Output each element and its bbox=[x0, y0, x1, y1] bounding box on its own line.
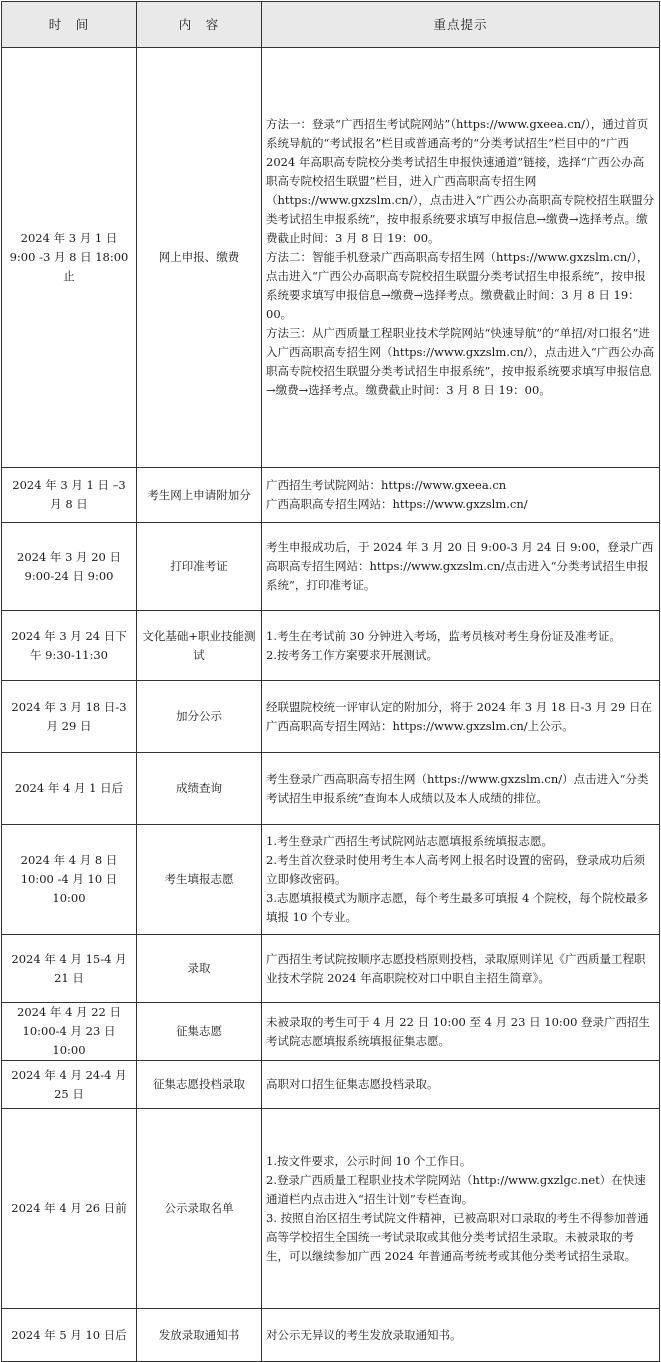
table-row bbox=[2, 523, 660, 611]
tip-line: 2.考生首次登录时使用考生本人高考网上报名时设置的密码，登录成功后须立即修改密码。 bbox=[266, 853, 645, 886]
content-cell: 征集志愿 bbox=[137, 1003, 262, 1061]
tip-line: 广西高职高专招生网站：https://www.gxzslm.cn/ bbox=[266, 497, 528, 511]
tips-cell bbox=[262, 48, 660, 468]
tip-line: 高职对口招生征集志愿投档录取。 bbox=[266, 1077, 439, 1091]
table-row bbox=[2, 935, 660, 1003]
tip-line: 经联盟院校统一评审认定的附加分，将于 2024 年 3 月 18 日-3 月 29 日在广西高职高专招生网站：https://www.gxzslm.cn/上公示。 bbox=[266, 699, 652, 733]
time-cell: 2024 年 3 月 18 日-3 月 29 日 bbox=[2, 681, 137, 753]
tip-line: 广西招生考试院网站：https://www.gxeea.cn bbox=[266, 478, 507, 492]
table-row bbox=[2, 825, 660, 935]
table-row bbox=[2, 611, 660, 681]
tip-line: 3. 按照自治区招生考试院文件精神，已被高职对口录取的考生不得参加普通高等学校招生全国统一考试录取或其他分类考试招生录取。未被录取的考生，可以继续参加广西 2024 年普通高考统考或其他分类考试招生录取。 bbox=[266, 1210, 649, 1263]
tips-cell bbox=[262, 1003, 660, 1061]
time-cell: 2024 年 4 月 8 日 10:00 -4 月 10 日 10:00 bbox=[2, 825, 137, 935]
tips-cell bbox=[262, 1061, 660, 1109]
tip-line: 2.登录广西质量工程职业技术学院网站（http://www.gxzlgc.net）在快速通道栏内点击进入“招生计划”专栏查询。 bbox=[266, 1172, 646, 1206]
content-cell: 发放录取通知书 bbox=[137, 1309, 262, 1362]
header-time: 时 间 bbox=[2, 2, 137, 48]
header-content: 内 容 bbox=[137, 2, 262, 48]
table-row bbox=[2, 48, 660, 468]
tip-line: 未被录取的考生可于 4 月 22 日 10:00 至 4 月 23 日 10:00 登录广西招生考试院志愿填报系统填报征集志愿。 bbox=[266, 1014, 651, 1048]
table-row bbox=[2, 1309, 660, 1362]
content-cell: 考生填报志愿 bbox=[137, 825, 262, 935]
tip-line: 3.志愿填报模式为顺序志愿，每个考生最多可填报 4 个院校，每个院校最多填报 10 个专业。 bbox=[266, 891, 649, 924]
content-cell: 打印准考证 bbox=[137, 523, 262, 611]
tip-line: 2.按考务工作方案要求开展测试。 bbox=[266, 647, 438, 662]
time-cell: 2024 年 5 月 10 日后 bbox=[2, 1309, 137, 1362]
tips-cell bbox=[262, 681, 660, 753]
tips-cell bbox=[262, 825, 660, 935]
content-cell: 考生网上申请附加分 bbox=[137, 468, 262, 523]
table-row bbox=[2, 753, 660, 825]
tip-line: 广西招生考试院按顺序志愿投档原则投档，录取原则详见《广西质量工程职业技术学院 2024 年高职院校对口中职自主招生简章》。 bbox=[266, 951, 646, 985]
tip-line: 方法二：智能手机登录广西高职高专招生网（https://www.gxzslm.cn/），点击进入“广西公办高职高专院校招生联盟分类考试招生申报系统”，按申报系统要求填写申报信息→缴费→选择考点。缴费截止时间：3 月 8 日 19：00。 bbox=[266, 250, 649, 321]
tip-line: 方法三：从广西质量工程职业技术学院网站“快速导航”的“单招/对口报名”进入广西高职高专招生网（https://www.gxzslm.cn/），点击进入“广西公办高职高专院校招生联盟分类考试招生申报系统”，按申报系统要求填写申报信息→缴费→选择考点。缴费截止时间：3 月 8 日 19：00。 bbox=[266, 326, 655, 397]
content-cell: 录取 bbox=[137, 935, 262, 1003]
tips-cell bbox=[262, 935, 660, 1003]
content-cell: 文化基础+职业技能测试 bbox=[137, 611, 262, 681]
tips-cell bbox=[262, 753, 660, 825]
content-cell: 征集志愿投档录取 bbox=[137, 1061, 262, 1109]
time-cell: 2024 年 3 月 20 日 9:00-24 日 9:00 bbox=[2, 523, 137, 611]
content-cell: 成绩查询 bbox=[137, 753, 262, 825]
tips-cell bbox=[262, 1109, 660, 1309]
tip-line: 对公示无异议的考生发放录取通知书。 bbox=[266, 1327, 462, 1342]
header-row bbox=[2, 2, 660, 48]
tip-line: 方法一：登录“广西招生考试院网站”（https://www.gxeea.cn/），通过首页系统导航的“考试报名”栏目或普通高考的“分类考试招生”栏目中的“广西 2024 年高职高专院校分类考试招生申报快速通道”链接，选择“广西公办高职高专院校招生联盟”栏目，进入广西高职高专招生网（https://www.gxzslm.cn/），点击进入“广西公办高职高专院校招生联盟分类考试招生申报系统”，按申报系统要求填写申报信息→缴费→选择考点。缴费截止时间：3 月 8 日 19：00。 bbox=[266, 117, 655, 245]
time-cell: 2024 年 4 月 22 日 10:00-4 月 23 日 10:00 bbox=[2, 1003, 137, 1061]
tip-line: 考生登录广西高职高专招生网（https://www.gxzslm.cn/）点击进入“分类考试招生申报系统”查询本人成绩以及本人成绩的排位。 bbox=[266, 771, 649, 805]
table-row bbox=[2, 1061, 660, 1109]
content-cell: 加分公示 bbox=[137, 681, 262, 753]
time-cell: 2024 年 4 月 26 日前 bbox=[2, 1109, 137, 1309]
tips-cell bbox=[262, 611, 660, 681]
time-cell: 2024 年 4 月 15-4 月 21 日 bbox=[2, 935, 137, 1003]
table-row bbox=[2, 681, 660, 753]
table-row bbox=[2, 1109, 660, 1309]
tips-cell bbox=[262, 1309, 660, 1362]
header-tips: 重点提示 bbox=[262, 2, 660, 48]
time-cell: 2024 年 3 月 1 日 –3 月 8 日 bbox=[2, 468, 137, 523]
time-cell: 2024 年 4 月 24-4 月 25 日 bbox=[2, 1061, 137, 1109]
table-row bbox=[2, 1003, 660, 1061]
schedule-table bbox=[1, 1, 660, 1362]
tip-line: 1.考生登录广西招生考试院网站志愿填报系统填报志愿。 bbox=[266, 834, 553, 848]
tip-line: 1.考生在考试前 30 分钟进入考场，监考员核对考生身份证及准考证。 bbox=[266, 628, 621, 643]
tip-line: 考生申报成功后，于 2024 年 3 月 20 日 9:00-3 月 24 日 9:00，登录广西高职高专招生网站：https://www.gxzslm.cn/点击进入“分类考试招生申报系统”，打印准考证。 bbox=[266, 540, 654, 592]
tips-cell bbox=[262, 523, 660, 611]
table-row bbox=[2, 468, 660, 523]
tips-cell bbox=[262, 468, 660, 523]
time-cell: 2024 年 4 月 1 日后 bbox=[2, 753, 137, 825]
time-cell: 2024 年 3 月 1 日 9:00 -3 月 8 日 18:00 止 bbox=[2, 48, 137, 468]
content-cell: 网上申报、缴费 bbox=[137, 48, 262, 468]
tip-line: 1.按文件要求，公示时间 10 个工作日。 bbox=[266, 1153, 472, 1168]
time-cell: 2024 年 3 月 24 日下午 9:30-11:30 bbox=[2, 611, 137, 681]
content-cell: 公示录取名单 bbox=[137, 1109, 262, 1309]
